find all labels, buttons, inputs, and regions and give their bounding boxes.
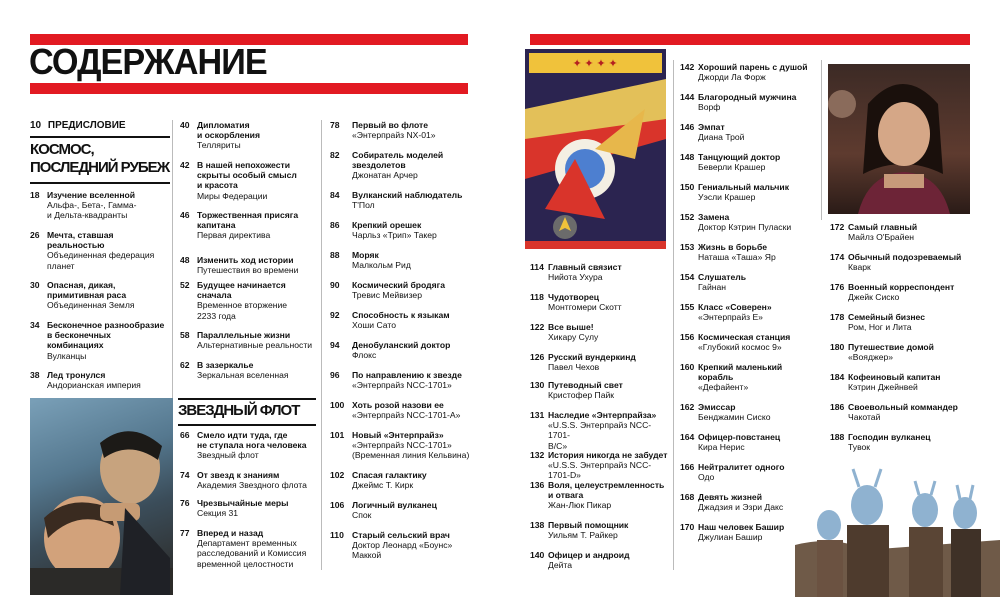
toc-page-number: 46 [180, 210, 190, 220]
toc-entry-subtitle: Монтгомери Скотт [548, 302, 622, 313]
toc-entry [180, 528, 320, 569]
toc-entry-title: Хоть розой назови ее [352, 400, 444, 410]
toc-entry-subtitle: Флокс [352, 350, 377, 361]
toc-page-number: 92 [330, 310, 340, 320]
toc-page-number: 160 [680, 362, 695, 372]
toc-entry-subtitle: Беверли Крашер [698, 162, 766, 173]
toc-entry-title: Первый помощник [548, 520, 629, 530]
preface-rule [30, 136, 170, 138]
toc-entry-title: История никогда не забудет [548, 450, 668, 460]
toc-entry [30, 190, 170, 221]
toc-page-number: 122 [530, 322, 545, 332]
toc-entry-subtitle: Первая директива [197, 230, 271, 241]
toc-entry-title: Логичный вулканец [352, 500, 437, 510]
toc-entry [680, 92, 820, 112]
header-red-bar-left [30, 83, 468, 94]
toc-page-number: 164 [680, 432, 695, 442]
toc-entry-title: Космический бродяга [352, 280, 446, 290]
toc-entry [30, 320, 170, 361]
column-divider [321, 120, 322, 570]
toc-entry [830, 432, 980, 452]
toc-entry [680, 432, 820, 452]
toc-page-number: 138 [530, 520, 545, 530]
toc-entry-title: Вперед и назад [197, 528, 264, 538]
toc-entry [330, 120, 470, 140]
toc-entry-title: Наш человек Башир [698, 522, 785, 532]
toc-entry-title: Все выше! [548, 322, 594, 332]
toc-entry-title: Эмпат [698, 122, 725, 132]
toc-entry [530, 520, 670, 540]
toc-entry [680, 242, 820, 262]
toc-page-number: 166 [680, 462, 695, 472]
toc-page-number: 74 [180, 470, 190, 480]
toc-entry [680, 302, 820, 322]
toc-entry-title: Офицер и андроид [548, 550, 630, 560]
toc-entry-title: Изменить ход истории [197, 255, 294, 265]
toc-entry-subtitle: Чакотай [848, 412, 881, 423]
toc-page-number: 94 [330, 340, 340, 350]
toc-entry [330, 530, 470, 561]
toc-entry-title: Эмиссар [698, 402, 736, 412]
top-red-bar-right [530, 34, 970, 45]
toc-page-number: 184 [830, 372, 845, 382]
toc-entry-subtitle: Тувок [848, 442, 871, 453]
toc-entry-subtitle: Одо [698, 472, 715, 483]
toc-entry [830, 222, 980, 242]
toc-entry-subtitle: Академия Звездного флота [197, 480, 307, 491]
toc-entry-subtitle: Секция 31 [197, 508, 239, 519]
toc-entry-subtitle: «Глубокий космос 9» [698, 342, 782, 353]
toc-page-number: 174 [830, 252, 845, 262]
toc-entry [330, 470, 470, 490]
toc-entry-title: Опасная, дикая, примитивная раса [47, 280, 127, 301]
toc-entry-title: Слушатель [698, 272, 747, 282]
toc-page-number: 42 [180, 160, 190, 170]
toc-entry-title: В зазеркалье [197, 360, 254, 370]
toc-entry [330, 220, 470, 240]
toc-entry-title: Способность к языкам [352, 310, 450, 320]
toc-entry-subtitle: Альфа-, Бета-, Гамма- и Дельта-квадранты [47, 200, 137, 221]
toc-page-number: 180 [830, 342, 845, 352]
toc-entry-title: Дипломатия и оскорбления [197, 120, 260, 141]
toc-entry-subtitle: Джулиан Башир [698, 532, 763, 543]
toc-page-number: 130 [530, 380, 545, 390]
toc-entry [530, 262, 670, 282]
toc-entry-subtitle: Гайнан [698, 282, 727, 293]
toc-entry-title: Лед тронулся [47, 370, 106, 380]
toc-page-number: 90 [330, 280, 340, 290]
toc-entry-title: Крепкий орешек [352, 220, 422, 230]
toc-entry [530, 292, 670, 312]
toc-entry-subtitle: Звездный флот [197, 450, 259, 461]
toc-page-number: 86 [330, 220, 340, 230]
toc-entry-title: Гениальный мальчик [698, 182, 789, 192]
toc-entry-title: Первый во флоте [352, 120, 428, 130]
toc-entry-title: Благородный мужчина [698, 92, 797, 102]
toc-page-number: 48 [180, 255, 190, 265]
toc-entry [330, 150, 470, 181]
toc-page-number: 52 [180, 280, 190, 290]
preface-label: ПРЕДИСЛОВИЕ [47, 120, 126, 131]
toc-entry-subtitle: Джонатан Арчер [352, 170, 418, 181]
toc-entry-subtitle: Т'Пол [352, 200, 375, 211]
toc-entry-subtitle: Альтернативные реальности [197, 340, 313, 351]
toc-entry-subtitle: Департамент временных расследований и Комиссия временной целостности [197, 538, 307, 569]
toc-page-number: 58 [180, 330, 190, 340]
toc-entry-subtitle: Доктор Леонард «Боунс» Маккой [352, 540, 453, 561]
toc-entry-subtitle: Андорианская империя [47, 380, 141, 391]
toc-entry-title: Самый главный [848, 222, 918, 232]
toc-entry-subtitle: «Энтерпрайз NCC-1701-A» [352, 410, 461, 421]
toc-entry-title: Новый «Энтерпрайз» [352, 430, 444, 440]
toc-entry [680, 122, 820, 142]
toc-entry [530, 380, 670, 400]
toc-entry-subtitle: Телляриты [197, 140, 241, 151]
toc-entry-title: Своевольный коммандер [848, 402, 958, 412]
toc-entry-title: Космическая станция [698, 332, 791, 342]
toc-entry-title: Наследие «Энтерпрайза» [548, 410, 657, 420]
toc-entry-subtitle: «Энтерпрайз NCC-1701» (Временная линия Кельвина) [352, 440, 470, 461]
toc-entry-subtitle: Джадзия и Эзри Дакс [698, 502, 784, 513]
toc-entry-subtitle: Уильям Т. Райкер [548, 530, 618, 541]
toc-page-number: 18 [30, 190, 40, 200]
toc-page-number: 131 [530, 410, 545, 420]
toc-entry [180, 255, 320, 275]
toc-page-number: 156 [680, 332, 695, 342]
toc-page-number: 172 [830, 222, 845, 232]
toc-page-number: 186 [830, 402, 845, 412]
toc-entry-title: Военный корреспондент [848, 282, 955, 292]
toc-entry-title: От звезд к знаниям [197, 470, 280, 480]
toc-entry-subtitle: Джорди Ла Форж [698, 72, 766, 83]
toc-entry [830, 342, 980, 362]
toc-entry-subtitle: Диана Трой [698, 132, 745, 143]
toc-page-number: 62 [180, 360, 190, 370]
toc-entry [530, 352, 670, 372]
toc-page-number: 118 [530, 292, 544, 302]
toc-entry [180, 498, 320, 518]
toc-entry [180, 430, 320, 461]
toc-entry-subtitle: Жан-Люк Пикар [548, 500, 612, 511]
toc-entry-title: Крепкий маленький корабль [698, 362, 783, 383]
toc-entry-title: Денобуланский доктор [352, 340, 451, 350]
toc-page-number: 154 [680, 272, 695, 282]
toc-entry-subtitle: Объединенная федерация планет [47, 250, 155, 271]
toc-page-number: 126 [530, 352, 545, 362]
section-heading-space: КОСМОС, ПОСЛЕДНИЙ РУБЕЖ [30, 141, 170, 176]
page-title: СОДЕРЖАНИЕ [29, 41, 267, 82]
toc-entry [330, 310, 470, 330]
toc-page-number: 38 [30, 370, 40, 380]
toc-page-number: 178 [830, 312, 845, 322]
toc-entry-title: Собиратель моделей звездолетов [352, 150, 444, 171]
toc-entry-title: Хороший парень с душой [698, 62, 808, 72]
toc-entry-subtitle: Объединенная Земля [47, 300, 135, 311]
toc-entry-title: По направлению к звезде [352, 370, 462, 380]
toc-page-number: 136 [530, 480, 545, 490]
toc-entry [830, 252, 980, 272]
toc-entry-title: Класс «Соверен» [698, 302, 772, 312]
toc-entry-subtitle: «U.S.S. Энтерпрайз NCC-1701- B/C» [548, 420, 652, 451]
column-divider [821, 60, 822, 220]
toc-page-number: 153 [680, 242, 695, 252]
toc-page-number: 150 [680, 182, 695, 192]
toc-entry-subtitle: Ром, Ног и Лита [848, 322, 912, 333]
toc-page-number: 110 [330, 530, 344, 540]
toc-page-number: 84 [330, 190, 340, 200]
toc-page-number: 30 [30, 280, 40, 290]
toc-entry [530, 550, 670, 570]
toc-entry-subtitle: Зеркальная вселенная [197, 370, 289, 381]
toc-entry-title: Старый сельский врач [352, 530, 450, 540]
toc-entry [680, 402, 820, 422]
toc-page-number: 152 [680, 212, 695, 222]
toc-entry-subtitle: Наташа «Таша» Яр [698, 252, 776, 263]
toc-entry-title: Русский вундеркинд [548, 352, 636, 362]
toc-entry-title: Главный связист [548, 262, 622, 272]
toc-entry-subtitle: Кэтрин Джейнвей [848, 382, 918, 393]
toc-entry [330, 190, 470, 210]
toc-entry-subtitle: Спок [352, 510, 372, 521]
toc-entry [30, 230, 170, 271]
andorians-photo [795, 455, 1000, 597]
toc-entry-subtitle: «Энтерпрайз NX-01» [352, 130, 436, 141]
toc-page-number: 146 [680, 122, 695, 132]
toc-entry-title: Господин вулканец [848, 432, 931, 442]
toc-entry-title: Нейтралитет одного [698, 462, 785, 472]
toc-entry [530, 322, 670, 342]
toc-entry [330, 280, 470, 300]
column-divider [673, 60, 674, 570]
toc-entry-subtitle: «Вояджер» [848, 352, 894, 363]
toc-entry [180, 360, 320, 380]
toc-entry-title: Путешествие домой [848, 342, 934, 352]
toc-page-number: 34 [30, 320, 40, 330]
toc-page-number: 77 [180, 528, 190, 538]
toc-entry-title: Танцующий доктор [698, 152, 781, 162]
toc-entry-subtitle: Джеймс Т. Кирк [352, 480, 414, 491]
toc-entry-title: Чрезвычайные меры [197, 498, 289, 508]
toc-entry-subtitle: Бенджамин Сиско [698, 412, 771, 423]
toc-page-number: 155 [680, 302, 695, 312]
toc-entry-subtitle: Вулканцы [47, 350, 87, 361]
toc-page-number: 100 [330, 400, 345, 410]
toc-page-number: 106 [330, 500, 345, 510]
toc-page-number: 170 [680, 522, 695, 532]
toc-entry [30, 370, 170, 390]
toc-page-number: 142 [680, 62, 695, 72]
toc-entry-subtitle: Миры Федерации [197, 190, 268, 201]
toc-entry-title: Вулканский наблюдатель [352, 190, 463, 200]
toc-entry [30, 280, 170, 311]
vintage-poster-art [525, 49, 666, 249]
toc-entry-title: Чудотворец [548, 292, 600, 302]
toc-entry-subtitle: Тревис Мейвизер [352, 290, 422, 301]
toc-entry [680, 152, 820, 172]
toc-entry-subtitle: Хоши Сато [352, 320, 397, 331]
toc-entry-title: В нашей непохожести скрыты особый смысл и красота [197, 160, 297, 191]
toc-entry [680, 182, 820, 202]
toc-entry-title: Бесконечное разнообразие в бесконечных комбинациях [47, 320, 165, 351]
toc-entry-subtitle: Кристофер Пайк [548, 390, 615, 401]
toc-entry [180, 330, 320, 350]
toc-entry [680, 362, 820, 393]
toc-page-number: 102 [330, 470, 345, 480]
toc-entry [830, 402, 980, 422]
toc-entry-subtitle: Ворф [698, 102, 721, 113]
toc-entry-title: Мечта, ставшая реальностью [47, 230, 114, 251]
toc-entry [330, 400, 470, 420]
toc-page-number: 40 [180, 120, 190, 130]
toc-page-number: 76 [180, 498, 190, 508]
character-portrait-photo [828, 64, 970, 214]
toc-entry-subtitle: Временное вторжение 2233 года [197, 300, 288, 321]
toc-entry-title: Офицер-повстанец [698, 432, 781, 442]
toc-entry-title: Смело идти туда, где не ступала нога человека [197, 430, 307, 451]
toc-page-number: 140 [530, 550, 545, 560]
toc-entry [180, 160, 320, 201]
toc-entry-title: Девять жизней [698, 492, 762, 502]
toc-entry-subtitle: Майлз О'Брайен [848, 232, 915, 243]
toc-entry-title: Будущее начинается сначала [197, 280, 286, 301]
toc-entry [530, 410, 670, 451]
toc-entry-subtitle: Хикару Сулу [548, 332, 599, 343]
toc-entry [830, 282, 980, 302]
toc-page-number: 82 [330, 150, 340, 160]
toc-entry [680, 212, 820, 232]
toc-entry-subtitle: «Дефайент» [698, 382, 749, 393]
toc-entry-subtitle: Путешествия во времени [197, 265, 299, 276]
toc-entry [330, 370, 470, 390]
toc-entry-subtitle: Дейта [548, 560, 573, 571]
toc-page-number: 132 [530, 450, 545, 460]
preface-entry [30, 120, 126, 131]
toc-entry [330, 340, 470, 360]
toc-entry [330, 430, 470, 461]
toc-entry-title: Спасая галактику [352, 470, 427, 480]
toc-entry-title: Изучение вселенной [47, 190, 136, 200]
toc-page-number: 144 [680, 92, 695, 102]
toc-entry-title: Обычный подозреваемый [848, 252, 962, 262]
svg-text:✦ ✦ ✦ ✦: ✦ ✦ ✦ ✦ [572, 58, 618, 70]
toc-entry-title: Моряк [352, 250, 379, 260]
toc-entry [680, 62, 820, 82]
toc-entry [180, 280, 320, 321]
toc-entry-subtitle: Малкольм Рид [352, 260, 411, 271]
toc-entry [330, 500, 470, 520]
toc-entry-subtitle: Павел Чехов [548, 362, 600, 373]
toc-page-number: 101 [330, 430, 345, 440]
toc-page-number: 148 [680, 152, 695, 162]
spock-mind-meld-photo [30, 398, 173, 595]
toc-entry-title: Жизнь в борьбе [698, 242, 768, 252]
section2-rule-top [178, 398, 316, 400]
toc-page-number: 162 [680, 402, 695, 412]
toc-page-number: 114 [530, 262, 544, 272]
toc-entry-subtitle: Джейк Сиско [848, 292, 900, 303]
toc-entry [180, 120, 320, 151]
section-heading-starfleet: ЗВЕЗДНЫЙ ФЛОТ [178, 402, 300, 419]
toc-entry-subtitle: Доктор Кэтрин Пуласки [698, 222, 792, 233]
toc-entry-title: Параллельные жизни [197, 330, 291, 340]
toc-entry-title: Путеводный свет [548, 380, 623, 390]
toc-entry [180, 470, 320, 490]
toc-entry-title: Торжественная присяга капитана [197, 210, 299, 231]
toc-entry-title: Замена [698, 212, 730, 222]
toc-page-number: 176 [830, 282, 845, 292]
toc-entry-subtitle: Уэсли Крашер [698, 192, 756, 203]
toc-entry [830, 312, 980, 332]
toc-page-number: 66 [180, 430, 190, 440]
toc-entry [180, 210, 320, 241]
toc-entry [680, 272, 820, 292]
toc-entry-subtitle: Чарльз «Трип» Такер [352, 230, 437, 241]
section1-rule [30, 182, 170, 184]
preface-num: 10 [30, 120, 42, 131]
toc-page-number: 168 [680, 492, 695, 502]
toc-entry-title: Воля, целеустремленность и отвага [548, 480, 665, 501]
toc-entry-subtitle: «U.S.S. Энтерпрайз NCC-1701-D» [548, 460, 652, 481]
toc-entry [680, 332, 820, 352]
toc-page-number: 78 [330, 120, 340, 130]
toc-entry [330, 250, 470, 270]
toc-entry-subtitle: Кварк [848, 262, 871, 273]
toc-entry-subtitle: «Энтерпрайз E» [698, 312, 763, 323]
toc-entry-title: Кофеиновый капитан [848, 372, 941, 382]
toc-page-number: 88 [330, 250, 340, 260]
toc-page-number: 188 [830, 432, 845, 442]
toc-entry-subtitle: Кира Нерис [698, 442, 745, 453]
toc-page-number: 96 [330, 370, 340, 380]
toc-entry [530, 480, 670, 511]
toc-entry [530, 450, 670, 481]
toc-entry-subtitle: «Энтерпрайз NCC-1701» [352, 380, 452, 391]
toc-page-number: 26 [30, 230, 40, 240]
toc-entry-subtitle: Нийота Ухура [548, 272, 603, 283]
toc-entry-title: Семейный бизнес [848, 312, 925, 322]
section2-rule-bottom [178, 424, 316, 426]
toc-entry [830, 372, 980, 392]
